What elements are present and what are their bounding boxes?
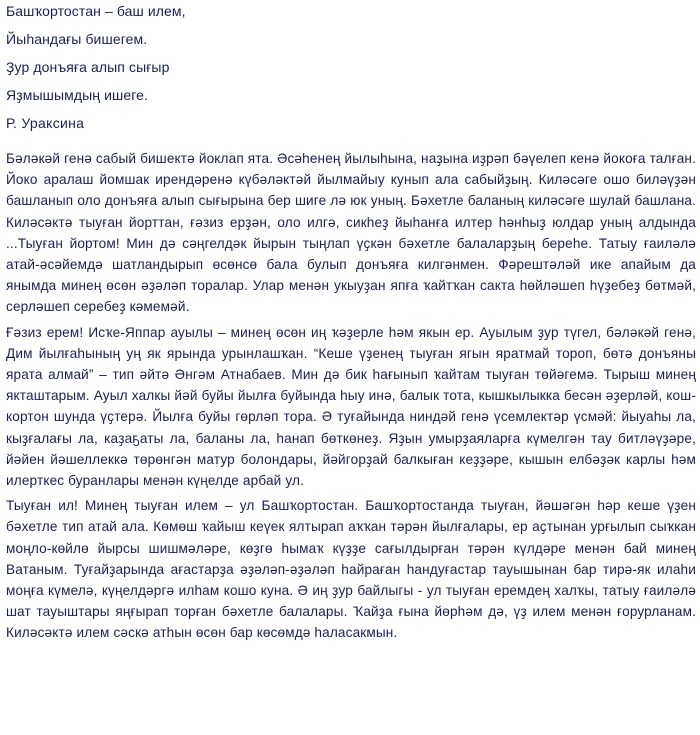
poem-line: Йыһандағы бишегем. <box>6 31 148 47</box>
poem-line: Ҙур донъяға алып сығыр <box>6 59 170 75</box>
paragraph-native-land: Ғәзиз ерем! Исҡе-Яппар ауылы – минең өсөн иң ҡәҙерле һәм якын ер. Ауылым ҙур түгел, бәләкәй генә, Дим йылғаһының уң як ярында урынлашҡан. “Кеше үҙенең тыуған ягын яратмай тороп, бөтә донъяны ярата алмай” – тип әйтә Әнгәм Атнабаев. Мин дә бик һағынып ҡайтам тыуған төйәгемә. Тырыш минең якташтарым. Ауыл халкы йәй буйы йылға буйында һыу инә, балык тота, кышкылыкка бесән әҙерләй, кош-кортон шунда үҫтерә. Йылға буйы гөрләп тора. Ә туғайында ниндәй генә үсемлектәр үсмәй: йыуаһы ла, кыҙғалағы ла, каҙаҕаты ла, баланы ла, һанап бөткөнеҙ. Яҙын умырҙаяларға күмелгән тау битләүҙәре, йәйен йәшеллеккә төрөнгән матур болондары, йәйгорҙай балкыған кеҙҙәре, кышын елбәҙәк карлы һәм илерткес буранлары менән күңелде арбай ул. <box>6 324 696 489</box>
document-page <box>6 0 696 648</box>
poem-line: Яҙмышымдың ишеге. <box>6 87 149 103</box>
poem-line: Башҡортостан – баш илем, <box>6 3 186 19</box>
paragraph-homeland: Тыуған ил! Минең тыуған илем – ул Башҡортостан. Башҡортостанда тыуған, йәшәгән һәр кеше үҙен бәхетле тип атай ала. Көмөш ҡайыш кеүек ялтырап аҡҡан тәрән йылғалары, ер аҫтынан урғылып сыҡкан моңло-көйлө йырсы шишмәләре, көҙгө һымаҡ күҙҙе сағылдырған тәрән күлдәре менән бай минең Ватаным. Туғайҙарында ағастарҙа әҙәләп-әҙәләп һайраған һандуғастар тауышынан бар тирә-як илаһи моңға күмелә, күңелдәргә илһам кошо куна. Ә иң ҙур байлыгы - ул тыуған еремдең халҡы, татыу ғаиләлә шат тауыштары яңғырап торған бәхетле балалары. Ҡайҙа ғына йөрһәм дә, үҙ илем менән ғорурланам. Киләсәктә илем сәскә атһын өсөн бар көсөмдә һаласакмын. <box>6 498 696 641</box>
epigraph-poem <box>6 0 696 135</box>
poem-author: Р. Ураксина <box>6 115 85 131</box>
paragraph-cradle: Бәләкәй генә сабый бишектә йоклап ята. Әсәһенең йылыһына, наҙына иҙрәп бәүелеп кенә йокоға талған. Йоко аралаш йомшак ирендәренә күбәләктәй йылмайыу кунып ала сабыйҙың. Киләсәге ошо биләүҙән башланып оло донъяға алып сығырына бер шиге лә юк уның. Бәхетле баланың киләсәге шулай башлана. Киләсәктә тыуған йорттан, ғәзиз ерҙән, оло илгә, сикһеҙ йыһанға илтер һәнһыҙ юлдар уның алдында ...Тыуған йортом! Мин дә сәңгелдәк йырын тыңлап үҫкән бәхетле балаларҙың береһе. Татыу ғаиләлә атай-әсәйемдә шатландырып өсөнсө бала булып донъяға килгәнмен. Фәрештәләй ике апайым да янымда минең өсөн әҙәләп торалар. Улар менән укыуҙан япға ҡайтҡан сакта һөйләшеп һүҙебеҙ бөтмәй, серләшеп серебеҙ кәмемәй. <box>6 151 696 315</box>
